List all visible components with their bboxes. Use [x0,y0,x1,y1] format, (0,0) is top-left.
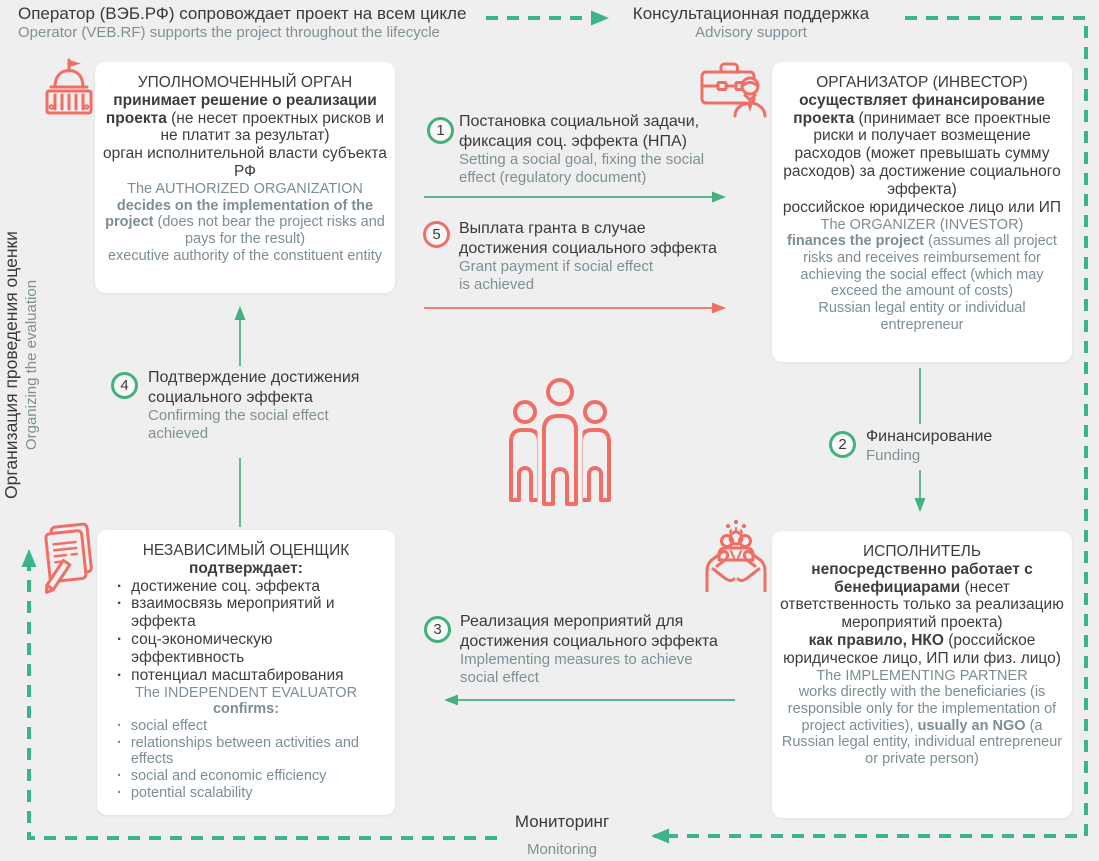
evaluator-item-ru: · достижение соц. эффекта [117,578,387,596]
evaluation-axis-label-ru: Организация проведения оценки [1,231,21,499]
organizer-sub-ru: российское юридическое лицо или ИП [782,198,1062,216]
bullet-icon [117,735,122,752]
operator-header [18,3,466,43]
evaluator-item-en: · relationships between activities and effects [117,735,387,768]
document-pen-icon [35,519,100,595]
evaluator-item-en: · social effect [117,718,387,735]
step-5-badge: 5 [423,221,450,248]
step-4-en: Confirming the social effect achieved [148,407,329,443]
people-group-icon [503,376,617,514]
briefcase-person-icon [696,56,768,122]
authorized-sub-en: executive authority of the constituent entity [107,247,383,264]
authorized-title-en: The AUTHORIZED ORGANIZATION [127,180,363,197]
step-3-label [460,612,722,687]
evaluator-item-en: · social and economic efficiency [117,768,387,785]
card-independent-evaluator [97,530,395,815]
authorized-title-ru: УПОЛНОМОЧЕННЫЙ ОРГАН [137,74,353,91]
card-implementing-partner [772,531,1072,818]
capitol-icon [36,56,102,120]
organizer-title-en: The ORGANIZER (INVESTOR) [820,216,1024,233]
implementer-rest-ru: (несет ответственность только за реализацию мероприятий проекта) [780,578,1064,632]
evaluator-item-ru: · соц-экономическую эффективность [117,631,387,667]
step-5-ru: Выплата гранта в случае достижения социального эффекта [459,220,717,257]
implementer-bold-ru: непосредственно работает с бенефициарами [811,560,1033,596]
evaluator-item-ru: · взаимосвязь мероприятий и эффекта [117,595,387,631]
implementer-rest-en: works directly with the beneficiaries (is responsible only for the implementation of project activities), [787,684,1057,734]
step-4-badge: 4 [111,372,138,399]
authorized-bold-ru: принимает решение о реализации проекта [105,91,377,127]
evaluator-title-en: The INDEPENDENT EVALUATOR [134,684,358,701]
step-2-ru: Финансирование [866,428,993,445]
card-organizer-investor [772,62,1072,362]
organizer-bold-ru: осуществляет финансирование проекта [793,91,1045,127]
step-5-label [459,219,721,294]
step-4-label [148,368,386,443]
monitoring-label [482,811,642,860]
operator-header-ru: Оператор (ВЭБ.РФ) сопровождает проект на всем цикле [18,4,467,23]
bullet-icon [117,718,122,735]
step-3-en: Implementing measures to achieve social effect [460,651,693,687]
organizer-rest-en: (assumes all project risks and receives reimbursement for achieving the social effect (which may exceed the amount of costs) [800,233,1057,300]
implementer-bold-en: usually an NGO [917,717,1026,734]
evaluator-bold-ru: подтверждает: [189,559,303,577]
monitoring-label-en: Monitoring [526,841,598,859]
evaluator-item-ru: · потенциал масштабирования [117,667,387,685]
card-authorized-organization [95,62,395,293]
step-2-label [866,427,1066,465]
step-2-badge: 2 [829,431,856,458]
evaluator-bold-en: confirms: [212,701,280,718]
evaluation-axis-label [1,220,47,510]
step-1-en: Setting a social goal, fixing the social effect (regulatory document) [459,151,705,187]
side-person-left [511,402,539,500]
step-3-badge: 3 [424,616,451,643]
advisory-header-en: Advisory support [695,24,807,42]
step-5-en: Grant payment if social effect is achieved [459,258,653,294]
authorized-sub-ru: орган исполнительной власти субъекта РФ [103,145,387,181]
bullet-icon [117,785,122,802]
bullet-icon [117,768,122,785]
advisory-header-ru: Консультационная поддержка [632,4,870,23]
bullet-icon [117,578,122,596]
evaluator-title-ru: НЕЗАВИСИМЫЙ ОЦЕНЩИК [142,542,350,559]
bullet-icon [117,667,122,685]
implementer-title-ru: ИСПОЛНИТЕЛЬ [862,543,981,560]
hands-people-icon [700,518,772,592]
implementer-rest2-ru: (российское юридическое лицо, ИП или физ. лицо) [783,632,1061,667]
step-1-label [459,112,721,187]
step-4-ru: Подтверждение достижения социального эффекта [148,369,360,406]
advisory-header [601,3,901,43]
organizer-rest-ru: (принимает все проектные риски и получает возмещение расходов (может превышать сумму расходов) за достижение социального эффекта) [783,109,1061,198]
step-2-en: Funding [866,446,921,464]
step-1-ru: Постановка социальной задачи, фиксация соц. эффекта (НПА) [459,113,700,150]
authorized-bold-en: decides on the implementation of the project [105,197,374,231]
step-1-badge: 1 [427,117,454,144]
authorized-rest-en: (does not bear the project risks and pays for the result) [153,214,385,247]
side-person-right [581,402,609,500]
implementer-rest2-en: (a Russian legal entity, individual entrepreneur or private person) [781,717,1063,768]
evaluator-item-en: · potential scalability [117,785,387,802]
evaluation-axis-label-en: Organizing the evaluation [22,279,40,451]
implementer-bold2-ru: как правило, НКО [808,632,944,650]
organizer-sub-en: Russian legal entity or individual entrepreneur [818,299,1026,333]
bullet-icon [117,595,122,613]
operator-header-en: Operator (VEB.RF) supports the project throughout the lifecycle [18,24,440,42]
organizer-title-ru: ОРГАНИЗАТОР (ИНВЕСТОР) [816,74,1028,91]
monitoring-label-ru: Мониторинг [514,812,610,831]
bullet-icon [117,631,122,649]
implementer-title-en: The IMPLEMENTING PARTNER [816,667,1028,684]
organizer-bold-en: finances the project [787,233,924,250]
step-3-ru: Реализация мероприятий для достижения социального эффекта [460,613,718,650]
authorized-rest-ru: (не несет проектных рисков и не платит за результат) [160,109,385,145]
